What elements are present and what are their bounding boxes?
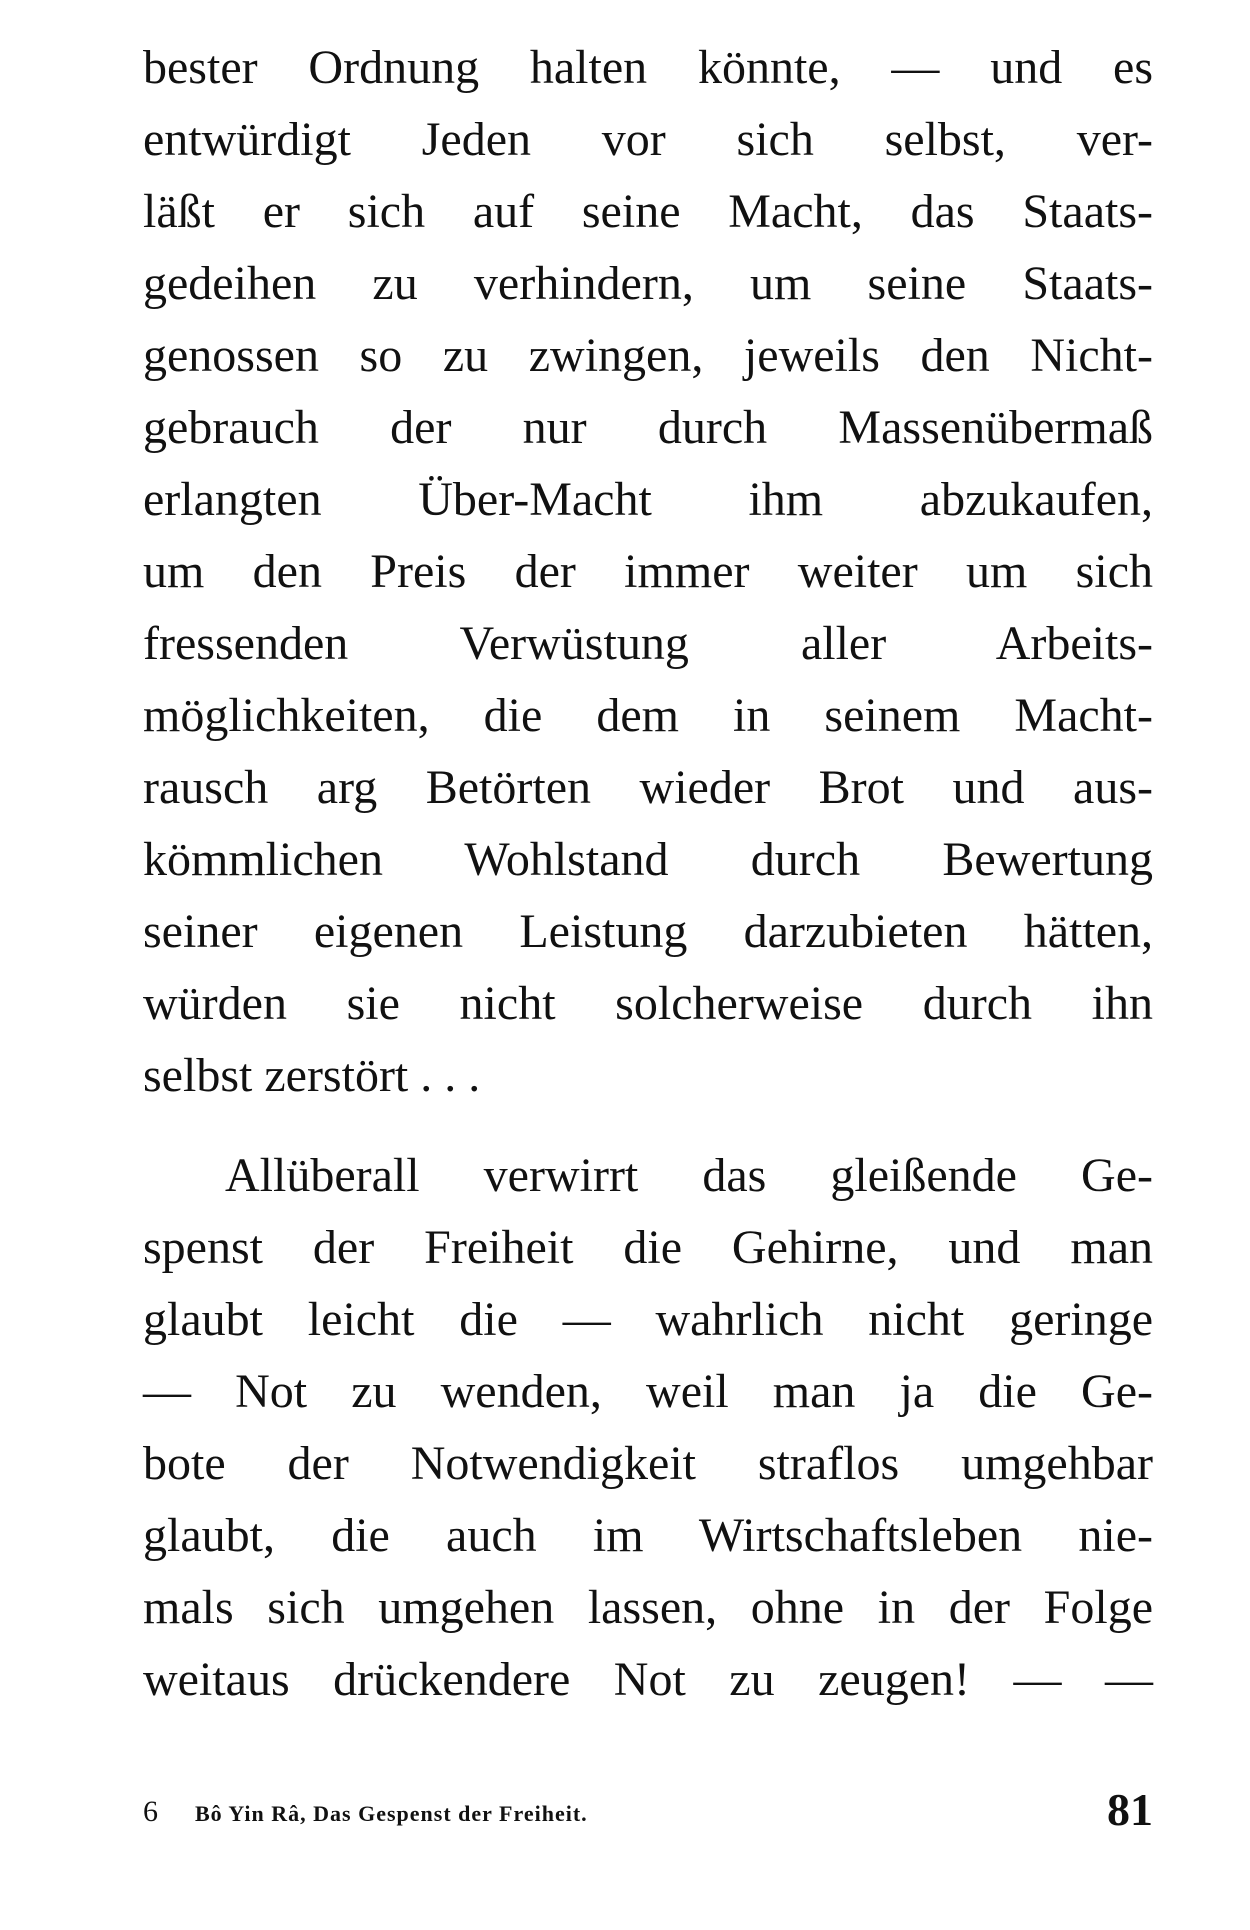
- text-line: würden sie nicht solcherweise durch ihn: [143, 977, 1153, 1030]
- paragraph-1: [143, 32, 1153, 1112]
- text-line: bote der Notwendigkeit straflos umgehbar: [143, 1437, 1153, 1490]
- text-line: gebrauch der nur durch Massenübermaß: [143, 401, 1153, 454]
- paragraph-2: [143, 1140, 1153, 1716]
- text-line: erlangten Über-Macht ihm abzukaufen,: [143, 473, 1153, 526]
- text-line: spenst der Freiheit die Gehirne, und man: [143, 1221, 1153, 1274]
- signature-number: 6: [143, 1795, 158, 1828]
- text-line: bester Ordnung halten könnte, — und es: [143, 41, 1153, 94]
- text-line: rausch arg Betörten wieder Brot und aus-: [143, 761, 1153, 814]
- text-line: glaubt, die auch im Wirtschaftsleben nie-: [143, 1509, 1153, 1562]
- text-line: selbst zerstört . . .: [143, 1049, 481, 1102]
- text-line: seiner eigenen Leistung darzubieten hätten,: [143, 905, 1153, 958]
- signature-text: Bô Yin Râ, Das Gespenst der Freiheit.: [195, 1801, 588, 1826]
- page-number: 81: [1107, 1784, 1153, 1835]
- text-line: — Not zu wenden, weil man ja die Ge-: [143, 1365, 1153, 1418]
- text-line: läßt er sich auf seine Macht, das Staats-: [143, 185, 1153, 238]
- text-line: Allüberall verwirrt das gleißende Ge-: [225, 1149, 1153, 1202]
- text-line: fressenden Verwüstung aller Arbeits-: [143, 617, 1153, 670]
- page-footer: [143, 1780, 1153, 1840]
- text-line: mals sich umgehen lassen, ohne in der Folge: [143, 1581, 1153, 1634]
- text-line: genossen so zu zwingen, jeweils den Nicht-: [143, 329, 1153, 382]
- text-line: gedeihen zu verhindern, um seine Staats-: [143, 257, 1153, 310]
- text-line: um den Preis der immer weiter um sich: [143, 545, 1153, 598]
- text-line: möglichkeiten, die dem in seinem Macht-: [143, 689, 1153, 742]
- text-line: kömmlichen Wohlstand durch Bewertung: [143, 833, 1153, 886]
- text-line: glaubt leicht die — wahrlich nicht geringe: [143, 1293, 1153, 1346]
- text-line: weitaus drückendere Not zu zeugen! — —: [143, 1653, 1153, 1706]
- text-line: entwürdigt Jeden vor sich selbst, ver-: [143, 113, 1153, 166]
